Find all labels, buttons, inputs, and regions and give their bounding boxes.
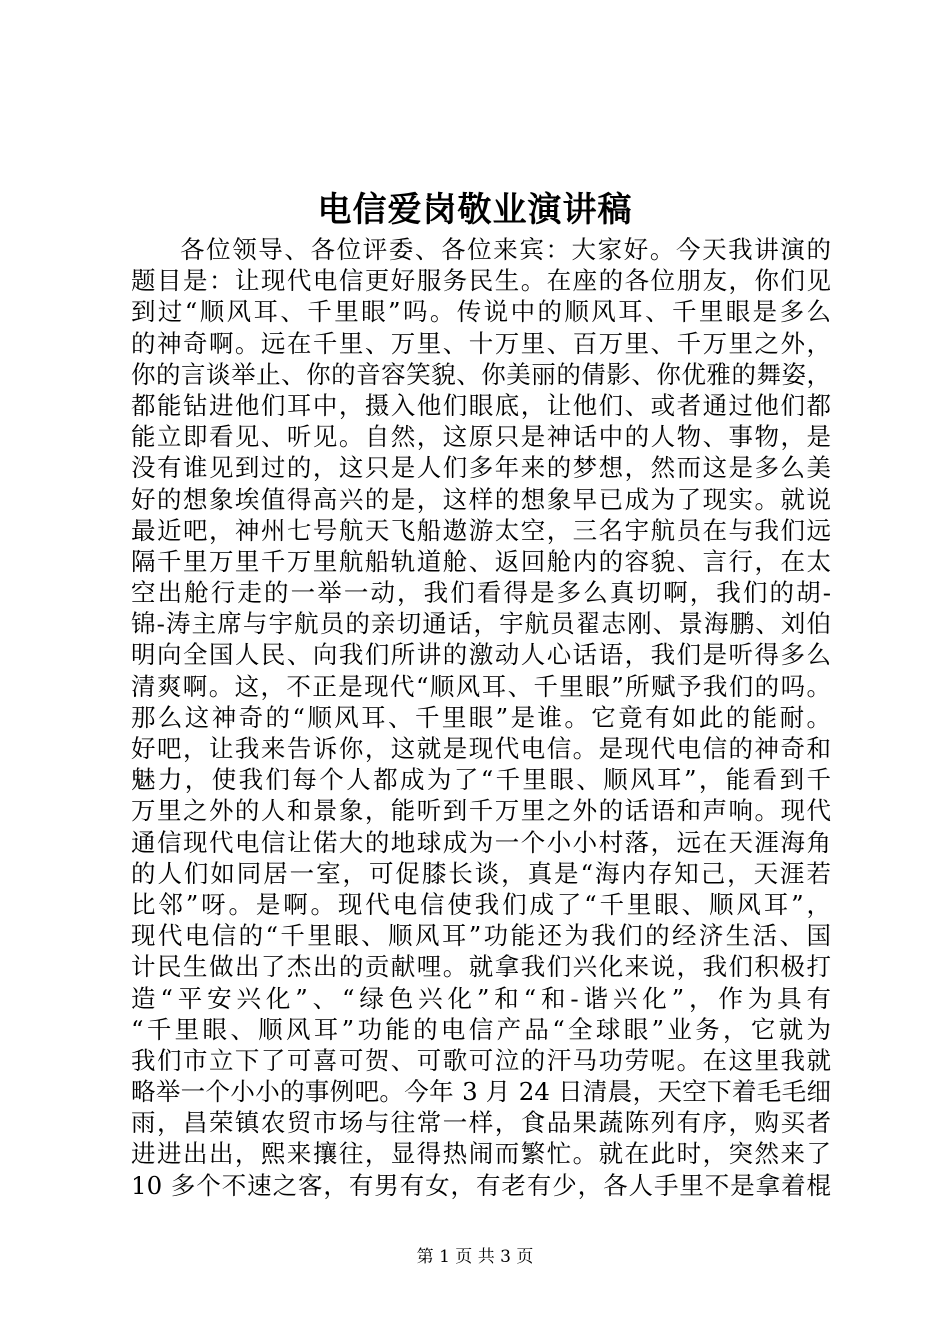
body-line: 到过“顺风耳、千里眼”吗。传说中的顺风耳、千里眼是多么 [131,297,831,327]
body-line: 题目是：让现代电信更好服务民生。在座的各位朋友，你们见 [131,266,831,296]
body-line: 的神奇啊。远在千里、万里、十万里、百万里、千万里之外， [131,328,831,358]
body-line: 好的想象埃值得高兴的是，这样的想象早已成为了现实。就说 [131,484,831,514]
body-line: 造“平安兴化”、“绿色兴化”和“和-谐兴化”，作为具有 [131,983,831,1013]
body-line: 略举一个小小的事例吧。今年 3 月 24 日清晨，天空下着毛毛细 [131,1077,831,1107]
body-line: 魅力，使我们每个人都成为了“千里眼、顺风耳”，能看到千 [131,765,831,795]
body-line: 好吧，让我来告诉你，这就是现代电信。是现代电信的神奇和 [131,734,831,763]
body-line: 各位领导、各位评委、各位来宾：大家好。今天我讲演的 [180,235,831,264]
body-line: 最近吧，神州七号航天飞船遨游太空，三名宇航员在与我们远 [131,515,831,545]
body-line: 没有谁见到过的，这只是人们多年来的梦想，然而这是多么美 [131,453,831,483]
body-line: 清爽啊。这，不正是现代“顺风耳、千里眼”所赋予我们的吗。 [131,671,831,701]
body-line: 万里之外的人和景象，能听到千万里之外的话语和声响。现代 [131,796,831,826]
body-line: 通信现代电信让偌大的地球成为一个小小村落，远在天涯海角 [131,827,831,857]
body-line: 我们市立下了可喜可贺、可歌可泣的汗马功劳呢。在这里我就 [131,1045,831,1075]
body-line: 能立即看见、听见。自然，这原只是神话中的人物、事物，是 [131,422,831,452]
body-line: 的人们如同居一室，可促膝长谈，真是“海内存知己，天涯若 [131,858,831,888]
document-title: 电信爱岗敬业演讲稿 [317,190,633,230]
body-line: 现代电信的“千里眼、顺风耳”功能还为我们的经济生活、国 [131,921,831,951]
body-line: 10 多个不速之客，有男有女，有老有少，各人手里不是拿着棍 [131,1170,831,1200]
body-line: 都能钻进他们耳中，摄入他们眼底，让他们、或者通过他们都 [131,390,831,420]
document-body [131,234,831,1201]
body-line: 那么这神奇的“顺风耳、千里眼”是谁。它竟有如此的能耐。 [131,702,831,732]
body-line: 进进出出，熙来攘往，显得热闹而繁忙。就在此时，突然来了 [131,1139,831,1169]
body-line: 比邻”呀。是啊。现代电信使我们成了“千里眼、顺风耳”， [131,889,831,919]
page-number-footer: 第 1 页 共 3 页 [416,1247,534,1267]
body-line: 隔千里万里千万里航船轨道舱、返回舱内的容貌、言行，在太 [131,546,831,576]
body-line: 空出舱行走的一举一动，我们看得是多么真切啊，我们的胡- [131,578,831,608]
body-line: 你的言谈举止、你的音容笑貌、你美丽的倩影、你优雅的舞姿， [131,359,831,389]
body-line: 明向全国人民、向我们所讲的激动人心话语，我们是听得多么 [131,640,831,670]
body-line: 锦-涛主席与宇航员的亲切通话，宇航员翟志刚、景海鹏、刘伯 [131,609,831,639]
body-line: “千里眼、顺风耳”功能的电信产品“全球眼”业务，它就为 [131,1014,831,1044]
body-line: 雨，昌荣镇农贸市场与往常一样，食品果蔬陈列有序，购买者 [131,1108,831,1138]
body-line: 计民生做出了杰出的贡献哩。就拿我们兴化来说，我们积极打 [131,952,831,982]
